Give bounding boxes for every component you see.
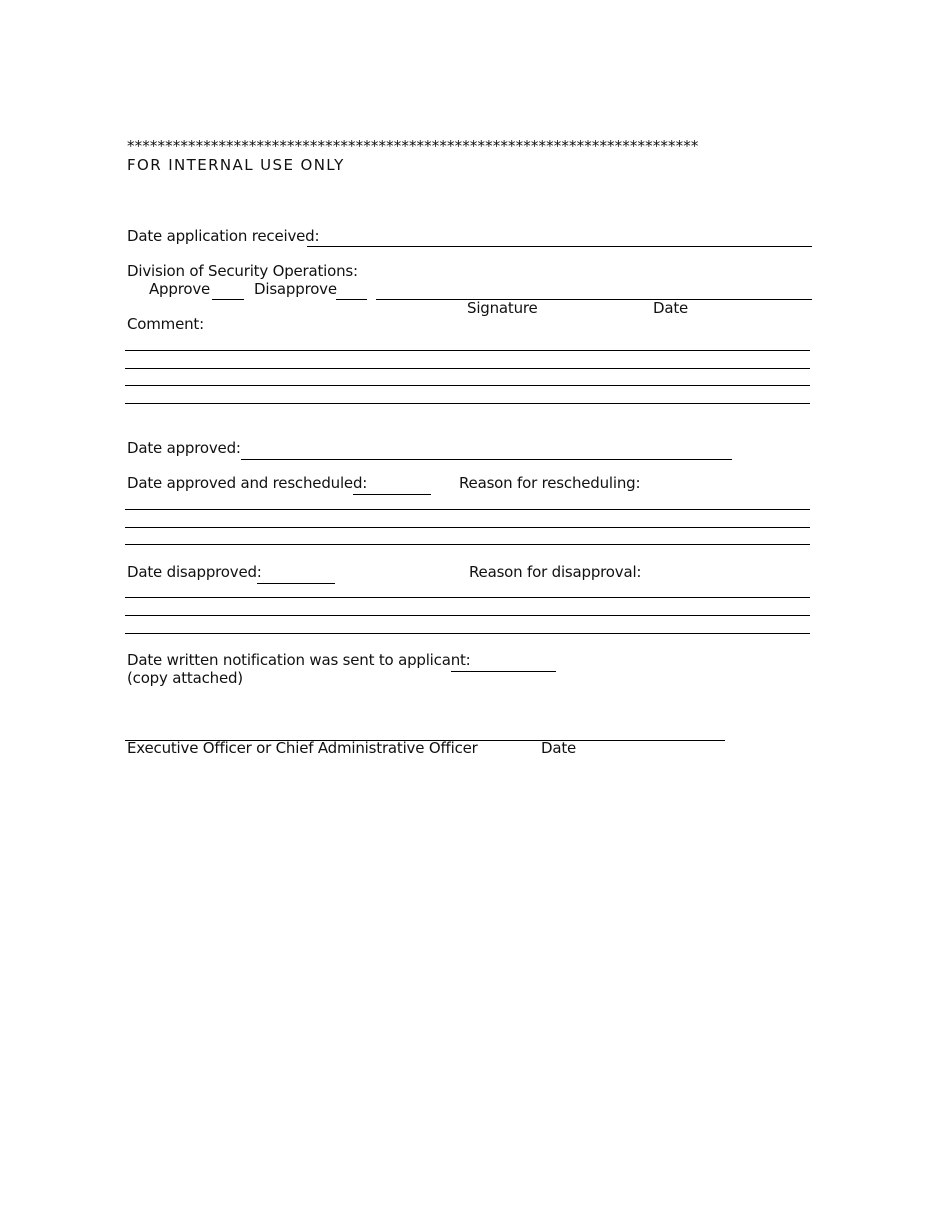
signature-label: Signature xyxy=(467,299,538,317)
date-approved-field[interactable] xyxy=(241,459,732,460)
reason-rescheduling-line-3[interactable] xyxy=(125,544,810,545)
copy-attached-label: (copy attached) xyxy=(127,669,243,687)
comment-line-3[interactable] xyxy=(125,385,810,386)
comment-line-1[interactable] xyxy=(125,350,810,351)
disapprove-label: Disapprove xyxy=(254,280,337,298)
approve-field[interactable] xyxy=(212,299,244,300)
comment-line-4[interactable] xyxy=(125,403,810,404)
approve-label: Approve xyxy=(149,280,211,298)
reason-disapproval-label: Reason for disapproval: xyxy=(469,563,642,581)
date-approved-label: Date approved: xyxy=(127,439,241,457)
date-disapproved-label: Date disapproved: xyxy=(127,563,262,581)
reason-rescheduling-line-2[interactable] xyxy=(125,527,810,528)
notification-label: Date written notification was sent to applicant: xyxy=(127,651,471,669)
reason-disapproval-line-3[interactable] xyxy=(125,633,810,634)
date-received-label: Date application received: xyxy=(127,227,320,245)
star-divider: *************************************************************************** xyxy=(127,137,699,155)
internal-use-heading: FOR INTERNAL USE ONLY xyxy=(127,156,345,174)
date-received-field[interactable] xyxy=(307,246,812,247)
division-label: Division of Security Operations: xyxy=(127,262,358,280)
comment-label: Comment: xyxy=(127,315,204,333)
reason-disapproval-line-1[interactable] xyxy=(125,597,810,598)
comment-line-2[interactable] xyxy=(125,368,810,369)
date-rescheduled-label: Date approved and rescheduled: xyxy=(127,474,368,492)
date-disapproved-field[interactable] xyxy=(257,583,335,584)
reason-rescheduling-line-1[interactable] xyxy=(125,509,810,510)
reason-rescheduling-label: Reason for rescheduling: xyxy=(459,474,641,492)
officer-label: Executive Officer or Chief Administrative Officer xyxy=(127,739,478,757)
notification-date-field[interactable] xyxy=(451,671,556,672)
reason-disapproval-line-2[interactable] xyxy=(125,615,810,616)
officer-date-label: Date xyxy=(541,739,577,757)
disapprove-field[interactable] xyxy=(336,299,367,300)
division-signature-field[interactable] xyxy=(376,299,812,300)
signature-date-label: Date xyxy=(653,299,689,317)
date-rescheduled-field[interactable] xyxy=(353,494,431,495)
